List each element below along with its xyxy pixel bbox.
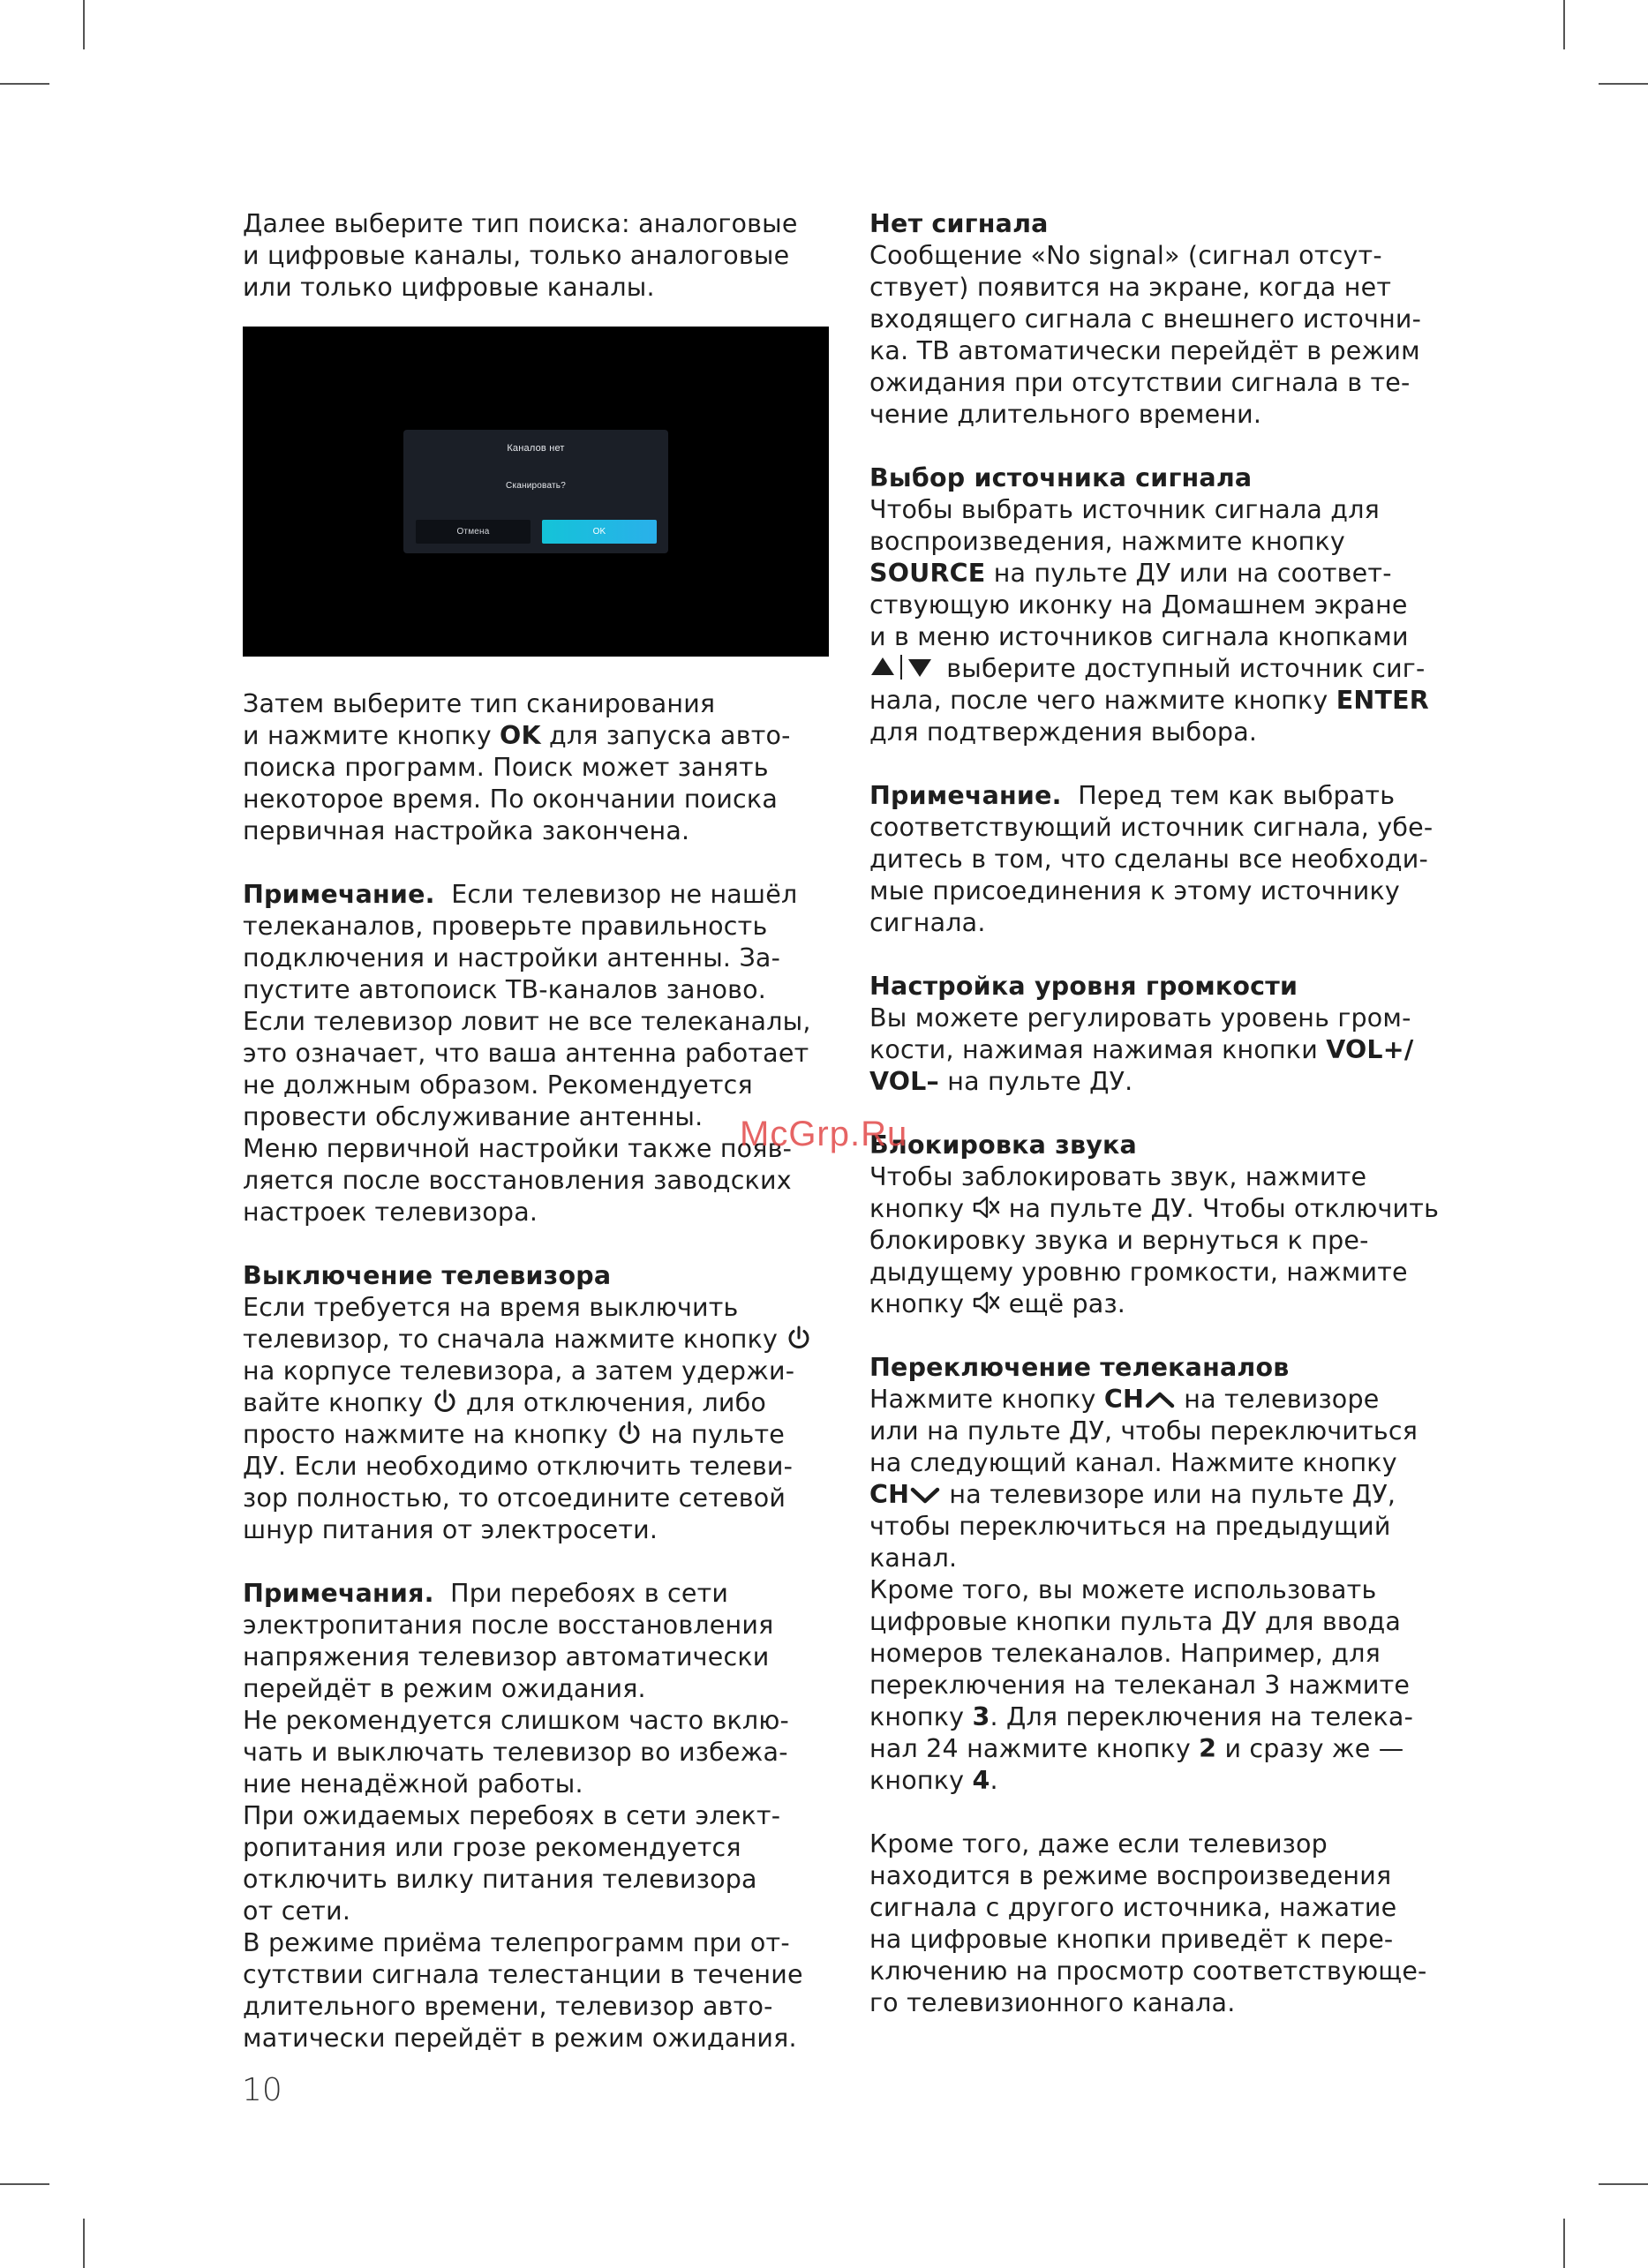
- crop-mark: [83, 0, 85, 49]
- digit-key: 4: [972, 1766, 990, 1795]
- vol-down-key: VOL–: [869, 1067, 939, 1096]
- section-heading: Выключение телевизора: [243, 1261, 612, 1290]
- section-heading: Блокировка звука: [869, 1130, 1137, 1160]
- crop-mark: [83, 2219, 85, 2268]
- dialog-message: Сканировать?: [506, 481, 566, 491]
- ch-down-key: CH: [869, 1480, 910, 1509]
- note-label: Примечание.: [243, 880, 435, 909]
- crop-mark: [1563, 0, 1565, 49]
- mute-icon: [972, 1194, 1000, 1220]
- section-heading: Переключение телеканалов: [869, 1353, 1290, 1382]
- up-down-arrows-icon: [869, 654, 938, 680]
- power-icon: [616, 1420, 643, 1446]
- note-no-channels: Примечание. Если телевизор не нашёл телеканалов, проверьте правильность подключения и настройки антенны. За- пустите автопоиск ТВ-каналов заново. Если телевизор ловит не все телеканалы, это означает, что ваша антенна работает не должным образом. Рекомендуется провести обслуживание антенны. Меню первичной настройки также появ- ляется после восстановления заводских настроек телевизора.: [243, 880, 811, 1227]
- note-source: Примечание. Перед тем как выбрать соответствующий источник сигнала, убе- дитесь в том, что сделаны все необходи- мые присоединения к этому источнику сигнала.: [869, 781, 1434, 937]
- dialog-title: Каналов нет: [507, 443, 565, 454]
- mute-section: Блокировка звука Чтобы заблокировать звук, нажмите кнопку на пульте ДУ. Чтобы отключить блокировку звука и вернуться к пре- дыдущему уровню громкости, нажмите кнопку ещё раз.: [869, 1130, 1470, 1320]
- source-key: SOURCE: [869, 559, 986, 588]
- crop-mark: [1599, 2183, 1648, 2185]
- source-section: Выбор источника сигнала Чтобы выбрать источник сигнала для воспроизведения, нажмите кнопку SOURCE на пульте ДУ или на соответ- ствующую иконку на Домашнем экране и в меню источников сигнала кнопками выберите доступный источник сиг- нала, после чего нажмите кнопку ENTER для подтверждения выбора.: [869, 462, 1470, 748]
- ok-button: OK: [542, 520, 657, 544]
- note-label: Примечание.: [869, 781, 1062, 810]
- intro-paragraph: Далее выберите тип поиска: аналоговые и цифровые каналы, только аналоговые или только цифровые каналы.: [243, 209, 798, 302]
- crop-mark: [1563, 2219, 1565, 2268]
- no-channels-dialog: [403, 430, 668, 553]
- power-icon: [432, 1388, 458, 1415]
- crop-mark: [0, 83, 49, 85]
- crop-mark: [1599, 83, 1648, 85]
- page-number: 10: [242, 2072, 282, 2108]
- volume-section: Настройка уровня громкости Вы можете регулировать уровень гром- кости, нажимая нажимая кнопки VOL+/ VOL– на пульте ДУ.: [869, 971, 1470, 1098]
- watermark: McGrp.Ru: [740, 1115, 908, 1153]
- right-column: [869, 208, 1470, 2019]
- section-heading: Настройка уровня громкости: [869, 972, 1298, 1001]
- section-heading: Нет сигнала: [869, 209, 1049, 238]
- crop-mark: [0, 2183, 49, 2185]
- cancel-button: Отмена: [416, 520, 531, 544]
- power-icon: [786, 1325, 812, 1351]
- note-power: Примечания. При перебоях в сети электропитания после восстановления напряжения телевизор автоматически перейдёт в режим ожидания. Не рекомендуется слишком часто вклю- чать и выключать телевизор во избежа- ние ненадёжной работы. При ожидаемых перебоях в сети элект- ропитания или грозе рекомендуется отключить вилку питания телевизора от сети. В режиме приёма телепрограмм при от- сутствии сигнала телестанции в течение длительного времени, телевизор авто- матически перейдёт в режим ожидания.: [243, 1579, 803, 2053]
- power-off-section: Выключение телевизора Если требуется на время выключить телевизор, то сначала нажмите кнопку на корпусе телевизора, а затем удержи- вайте кнопку для отключения, либо просто нажмите на кнопку на пульте ДУ. Если необходимо отключить телеви- зор полностью, то отсоедините сетевой шнур питания от электросети.: [243, 1260, 852, 1546]
- mute-icon: [972, 1289, 1000, 1316]
- enter-key: ENTER: [1336, 686, 1429, 715]
- scan-paragraph: Затем выберите тип сканирования и нажмите кнопку OK для запуска авто- поиска программ. Поиск может занять некоторое время. По окончании поиска первичная настройка закончена.: [243, 689, 791, 845]
- vol-up-key: VOL+/: [1326, 1035, 1414, 1064]
- digits-paragraph: Кроме того, даже если телевизор находится в режиме воспроизведения сигнала с другого источника, нажатие на цифровые кнопки приведёт к пере- ключению на просмотр соответствующе- го телевизионного канала.: [869, 1829, 1427, 2017]
- ch-up-key: CH: [1103, 1385, 1145, 1414]
- tv-screenshot: [243, 327, 829, 657]
- no-signal-section: Нет сигнала Сообщение «No signal» (сигнал отсут- ствует) появится на экране, когда нет входящего сигнала с внешнего источни- ка. ТВ автоматически перейдёт в режим ожидания при отсутствии сигнала в те- чение длительного времени.: [869, 208, 1470, 431]
- section-heading: Выбор источника сигнала: [869, 463, 1253, 492]
- digit-key: 3: [972, 1702, 990, 1731]
- chevron-down-icon: [909, 1483, 941, 1506]
- ok-key: OK: [500, 721, 541, 750]
- channels-section: Переключение телеканалов Нажмите кнопку CH на телевизоре или на пульте ДУ, чтобы переключиться на следующий канал. Нажмите кнопку CH на телевизоре или на пульте ДУ, чтобы переключиться на предыдущий канал. Кроме того, вы можете использовать цифровые кнопки пульта ДУ для ввода номеров телеканалов. Например, для переключения на телеканал 3 нажмите кнопку 3. Для переключения на телека- нал 24 нажмите кнопку 2 и сразу же — кнопку 4.: [869, 1352, 1470, 1797]
- note-label: Примечания.: [243, 1579, 434, 1608]
- digit-key: 2: [1199, 1734, 1217, 1763]
- chevron-up-icon: [1144, 1388, 1176, 1411]
